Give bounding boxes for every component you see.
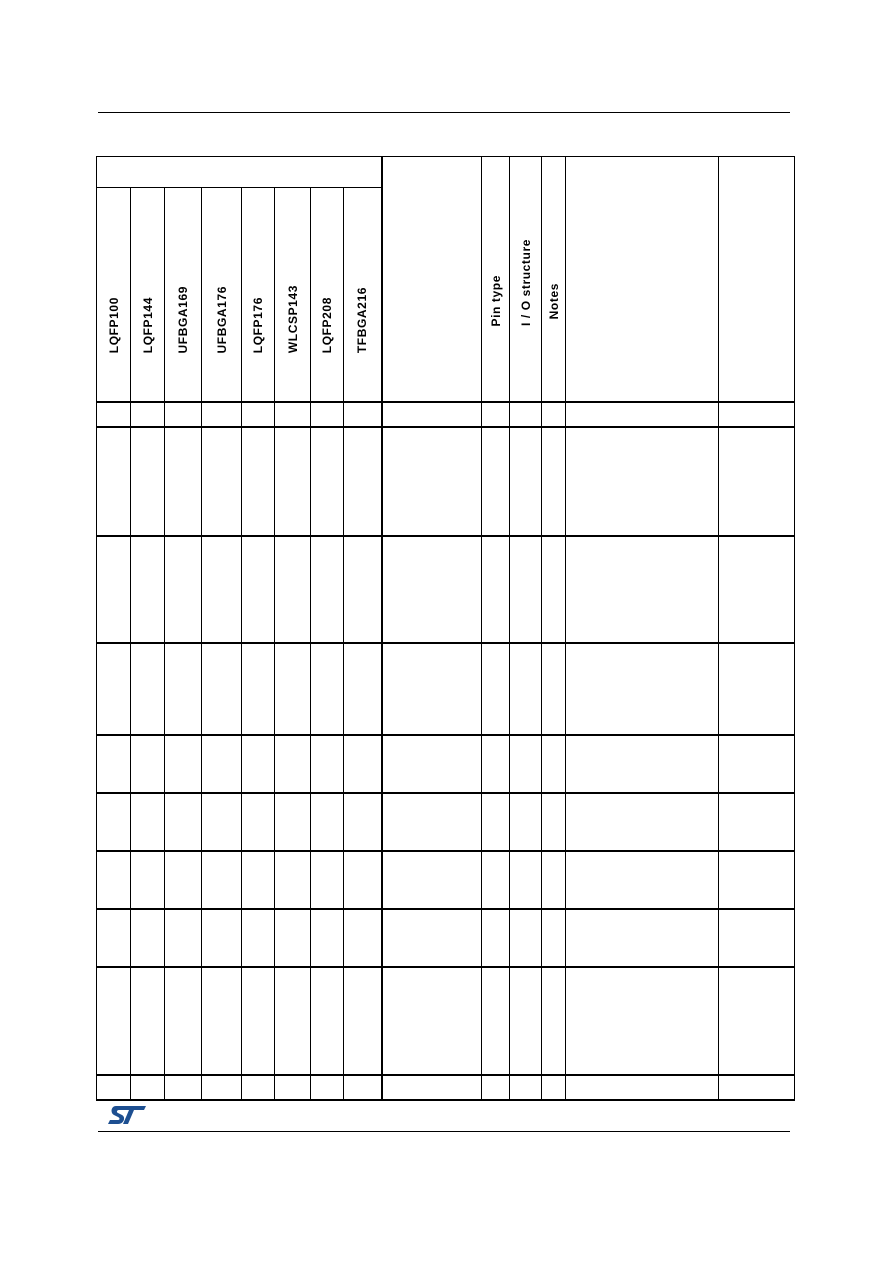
table-cell	[719, 402, 795, 427]
table-cell	[242, 536, 275, 643]
st-logo-icon	[106, 1104, 148, 1126]
table-cell	[275, 427, 311, 536]
table-cell	[566, 735, 719, 793]
table-row	[97, 643, 795, 735]
table-row	[97, 536, 795, 643]
package-header	[275, 188, 311, 403]
table-cell	[566, 967, 719, 1075]
notes-header	[542, 157, 566, 403]
table-cell	[542, 967, 566, 1075]
table-cell	[242, 793, 275, 851]
table-cell	[382, 402, 482, 427]
table-cell	[510, 851, 542, 909]
package-header	[165, 188, 202, 403]
table-cell	[542, 1075, 566, 1100]
table-cell	[344, 851, 382, 909]
table-row	[97, 967, 795, 1075]
table-cell	[131, 402, 165, 427]
package-header	[97, 188, 131, 403]
table-cell	[566, 793, 719, 851]
table-cell	[311, 427, 344, 536]
table-cell	[242, 1075, 275, 1100]
table-cell	[344, 402, 382, 427]
table-cell	[542, 427, 566, 536]
package-header	[131, 188, 165, 403]
table-cell	[482, 909, 510, 967]
table-cell	[719, 909, 795, 967]
table-cell	[275, 643, 311, 735]
table-cell	[242, 402, 275, 427]
table-cell	[719, 793, 795, 851]
table-cell	[566, 851, 719, 909]
package-header	[202, 188, 242, 403]
table-cell	[97, 643, 131, 735]
table-cell	[382, 793, 482, 851]
table-cell	[97, 909, 131, 967]
table-cell	[242, 427, 275, 536]
table-cell	[382, 427, 482, 536]
table-cell	[719, 643, 795, 735]
table-cell	[382, 735, 482, 793]
table-cell	[97, 402, 131, 427]
table-cell	[202, 643, 242, 735]
table-cell	[131, 793, 165, 851]
table-cell	[202, 793, 242, 851]
table-cell	[482, 427, 510, 536]
table-cell	[202, 1075, 242, 1100]
package-header	[311, 188, 344, 403]
table-cell	[566, 643, 719, 735]
table-cell	[510, 793, 542, 851]
table-cell	[482, 851, 510, 909]
package-label: LQFP144	[140, 296, 155, 353]
table-row	[97, 427, 795, 536]
table-cell	[242, 643, 275, 735]
table-cell	[482, 402, 510, 427]
table-cell	[242, 735, 275, 793]
table-cell	[242, 909, 275, 967]
table-cell	[275, 851, 311, 909]
table-cell	[131, 735, 165, 793]
table-group-header-row	[97, 157, 795, 188]
table-cell	[566, 909, 719, 967]
table-cell	[344, 1075, 382, 1100]
table-cell	[165, 851, 202, 909]
pin-type-header	[482, 157, 510, 403]
table-cell	[275, 1075, 311, 1100]
table-cell	[202, 735, 242, 793]
table-cell	[202, 851, 242, 909]
table-cell	[131, 1075, 165, 1100]
table-cell	[131, 536, 165, 643]
table-cell	[165, 536, 202, 643]
table-cell	[542, 735, 566, 793]
table-row	[97, 1075, 795, 1100]
table-cell	[202, 967, 242, 1075]
table-cell	[311, 735, 344, 793]
table-cell	[97, 851, 131, 909]
table-row	[97, 851, 795, 909]
table-body	[97, 402, 795, 1100]
table-cell	[542, 909, 566, 967]
table-row	[97, 793, 795, 851]
package-label: LQFP100	[106, 296, 121, 353]
table-cell	[97, 967, 131, 1075]
table-cell	[482, 793, 510, 851]
table-cell	[311, 536, 344, 643]
package-label: WLCSP143	[285, 284, 300, 353]
table-cell	[382, 967, 482, 1075]
table-cell	[510, 1075, 542, 1100]
table-cell	[131, 967, 165, 1075]
table-cell	[131, 909, 165, 967]
table-cell	[719, 427, 795, 536]
table-cell	[242, 851, 275, 909]
table-cell	[542, 793, 566, 851]
table-cell	[275, 735, 311, 793]
table-cell	[275, 793, 311, 851]
table-cell	[482, 536, 510, 643]
table-row	[97, 735, 795, 793]
footer-rule	[98, 1131, 790, 1132]
table-cell	[165, 967, 202, 1075]
table-cell	[566, 402, 719, 427]
pin-type-label: Pin type	[488, 274, 503, 326]
table-row	[97, 402, 795, 427]
table-cell	[165, 427, 202, 536]
table-cell	[344, 536, 382, 643]
io-structure-header	[510, 157, 542, 403]
table-cell	[542, 643, 566, 735]
table-cell	[542, 402, 566, 427]
table-cell	[566, 1075, 719, 1100]
table-row	[97, 909, 795, 967]
table-cell	[510, 427, 542, 536]
table-cell	[344, 643, 382, 735]
table-cell	[510, 967, 542, 1075]
table-cell	[275, 967, 311, 1075]
table-cell	[719, 735, 795, 793]
table-cell	[275, 536, 311, 643]
table-cell	[242, 967, 275, 1075]
package-header	[344, 188, 382, 403]
pin-name-header	[382, 157, 482, 403]
table-cell	[165, 1075, 202, 1100]
notes-label: Notes	[546, 282, 561, 319]
header-rule	[98, 112, 790, 113]
table-cell	[719, 967, 795, 1075]
table-cell	[131, 851, 165, 909]
table-cell	[382, 1075, 482, 1100]
table-cell	[344, 909, 382, 967]
table-cell	[311, 909, 344, 967]
table-cell	[344, 735, 382, 793]
table-cell	[202, 909, 242, 967]
table-cell	[311, 793, 344, 851]
table-cell	[510, 536, 542, 643]
table-cell	[719, 851, 795, 909]
table-cell	[275, 402, 311, 427]
table-cell	[97, 536, 131, 643]
pin-definition-table	[96, 156, 795, 1101]
table-cell	[165, 793, 202, 851]
table-cell	[311, 643, 344, 735]
table-cell	[510, 735, 542, 793]
table-cell	[566, 427, 719, 536]
table-cell	[165, 735, 202, 793]
table-cell	[719, 536, 795, 643]
table-cell	[344, 967, 382, 1075]
table-cell	[311, 967, 344, 1075]
table-cell	[542, 536, 566, 643]
package-label: UFBGA176	[214, 285, 229, 353]
table-cell	[97, 1075, 131, 1100]
table-cell	[165, 402, 202, 427]
table-cell	[719, 1075, 795, 1100]
table-cell	[482, 643, 510, 735]
table-cell	[165, 643, 202, 735]
table-cell	[344, 793, 382, 851]
package-label: TFBGA216	[355, 286, 370, 353]
table-cell	[202, 536, 242, 643]
pin-number-group-header	[97, 157, 382, 188]
package-label: LQFP208	[320, 296, 334, 353]
alternate-functions-header	[566, 157, 719, 403]
table-cell	[382, 851, 482, 909]
table-cell	[97, 427, 131, 536]
table-cell	[510, 909, 542, 967]
table-cell	[311, 851, 344, 909]
table-cell	[275, 909, 311, 967]
table-cell	[510, 643, 542, 735]
table-cell	[202, 427, 242, 536]
table-cell	[131, 427, 165, 536]
table-cell	[382, 536, 482, 643]
table-cell	[566, 536, 719, 643]
table-cell	[382, 909, 482, 967]
table-cell	[311, 1075, 344, 1100]
table-cell	[482, 735, 510, 793]
io-structure-label: I / O structure	[518, 238, 533, 326]
additional-functions-header	[719, 157, 795, 403]
table-cell	[165, 909, 202, 967]
table-cell	[97, 735, 131, 793]
table-cell	[482, 967, 510, 1075]
table-cell	[202, 402, 242, 427]
table-cell	[97, 793, 131, 851]
package-header	[242, 188, 275, 403]
table-cell	[510, 402, 542, 427]
package-label: LQFP176	[251, 296, 265, 353]
table-cell	[542, 851, 566, 909]
table-cell	[311, 402, 344, 427]
table-cell	[382, 643, 482, 735]
table-cell	[482, 1075, 510, 1100]
table-cell	[131, 643, 165, 735]
table-cell	[344, 427, 382, 536]
package-label: UFBGA169	[176, 285, 190, 353]
